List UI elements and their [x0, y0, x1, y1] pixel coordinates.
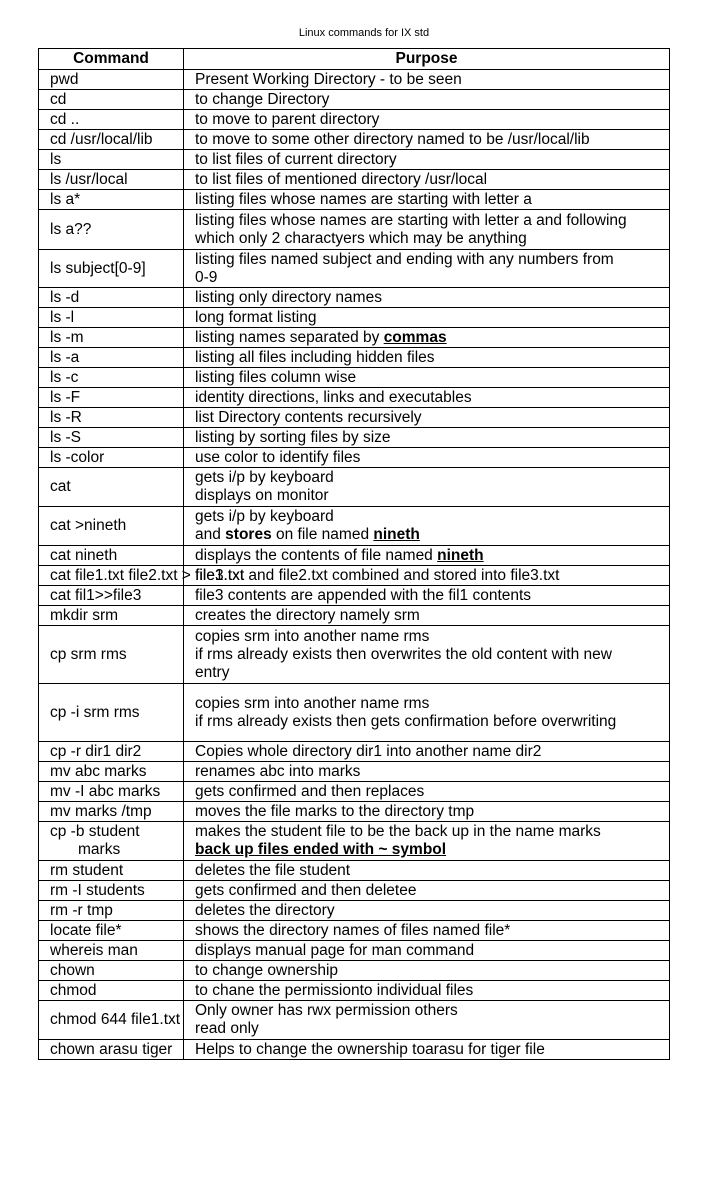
purpose-line [195, 449, 669, 467]
purpose-line [195, 91, 669, 109]
table-header-row [39, 49, 670, 70]
purpose-text: to change ownership [195, 961, 339, 979]
purpose-text: listing by sorting files by size [195, 428, 391, 446]
purpose-cell [184, 110, 670, 130]
command-text: pwd [50, 70, 79, 88]
table-row [39, 606, 670, 626]
purpose-cell [184, 742, 670, 762]
emphasis-underlined-text: nineth [373, 526, 420, 543]
purpose-cell [184, 941, 670, 961]
emphasis-underlined-text: back up files ended with ~ symbol [195, 841, 447, 858]
purpose-text: shows the directory names of files named file* [195, 921, 511, 939]
purpose-line [195, 349, 669, 367]
command-text: cp -i srm rms [50, 703, 140, 721]
table-row [39, 566, 670, 586]
command-cell [39, 507, 184, 546]
purpose-line [195, 695, 669, 713]
purpose-cell [184, 388, 670, 408]
command-cell [39, 921, 184, 941]
purpose-cell [184, 150, 670, 170]
purpose-cell [184, 250, 670, 288]
purpose-cell [184, 130, 670, 150]
purpose-text: listing only directory names [195, 288, 382, 306]
command-text: ls -l [50, 308, 75, 326]
purpose-text: Only owner has rwx permission others [195, 1002, 458, 1019]
table-row [39, 368, 670, 388]
command-cell [39, 606, 184, 626]
command-cell [39, 822, 184, 861]
table-row [39, 742, 670, 762]
command-text: mv abc marks [50, 762, 147, 780]
command-text: mkdir srm [50, 606, 119, 624]
purpose-cell [184, 762, 670, 782]
command-text: ls -d [50, 288, 80, 306]
command-text: whereis man [50, 941, 138, 959]
purpose-text: list Directory contents recursively [195, 408, 422, 426]
command-cell [39, 1001, 184, 1040]
purpose-line [195, 212, 669, 230]
purpose-line [195, 329, 669, 347]
command-text: cp srm rms [50, 645, 127, 663]
purpose-text: if rms already exists then overwrites the old content with new [195, 645, 612, 663]
purpose-line [195, 547, 669, 565]
command-text: chown [50, 961, 95, 979]
table-row [39, 428, 670, 448]
purpose-line [195, 607, 669, 625]
command-text: cat [50, 478, 71, 495]
table-row [39, 1001, 670, 1040]
table-row [39, 684, 670, 742]
purpose-cell [184, 308, 670, 328]
purpose-cell [184, 1040, 670, 1060]
command-cell [39, 408, 184, 428]
command-text: ls /usr/local [50, 170, 128, 188]
command-text: rm -I students [50, 881, 145, 899]
command-text: marks [78, 841, 121, 858]
purpose-cell [184, 961, 670, 981]
command-text: chmod [50, 981, 97, 999]
purpose-text: gets confirmed and then replaces [195, 782, 425, 800]
table-row [39, 448, 670, 468]
purpose-line [195, 783, 669, 801]
purpose-cell [184, 368, 670, 388]
column-header-purpose: Purpose [184, 49, 670, 70]
command-cell [39, 368, 184, 388]
command-cell [39, 981, 184, 1001]
purpose-line [195, 982, 669, 1000]
command-text: ls -c [50, 368, 79, 386]
purpose-line [195, 587, 669, 605]
purpose-line [195, 902, 669, 920]
purpose-line [195, 646, 669, 664]
purpose-text: displays on monitor [195, 487, 329, 504]
purpose-text: listing files whose names are starting with letter a and following [195, 211, 627, 229]
purpose-text: to move to parent directory [195, 110, 380, 128]
purpose-text: and [195, 526, 226, 543]
purpose-cell [184, 170, 670, 190]
purpose-line [195, 429, 669, 447]
command-cell [39, 288, 184, 308]
purpose-line [195, 628, 669, 646]
purpose-cell [184, 328, 670, 348]
purpose-line [195, 1002, 669, 1020]
purpose-line [195, 131, 669, 149]
purpose-text: use color to identify files [195, 448, 361, 466]
table-row [39, 586, 670, 606]
command-cell [39, 586, 184, 606]
table-row [39, 408, 670, 428]
column-header-command: Command [39, 49, 184, 70]
table-row [39, 210, 670, 250]
command-cell [39, 448, 184, 468]
command-text: cd .. [50, 110, 80, 128]
table-row [39, 150, 670, 170]
command-cell [39, 90, 184, 110]
purpose-line [195, 409, 669, 427]
table-row [39, 822, 670, 861]
table-row [39, 70, 670, 90]
purpose-text: file1.txt and file2.txt combined and stored into file3.txt [195, 566, 560, 584]
purpose-cell [184, 210, 670, 250]
purpose-cell [184, 507, 670, 546]
command-text: cp -r dir1 dir2 [50, 742, 142, 760]
purpose-cell [184, 190, 670, 210]
purpose-text: entry [195, 663, 230, 681]
purpose-cell [184, 802, 670, 822]
table-row [39, 1040, 670, 1060]
command-cell [39, 468, 184, 507]
table-row [39, 881, 670, 901]
purpose-text: listing files column wise [195, 368, 357, 386]
command-cell [39, 626, 184, 684]
purpose-text: displays manual page for man command [195, 941, 475, 959]
table-row [39, 546, 670, 566]
command-text: chown arasu tiger [50, 1040, 173, 1058]
purpose-cell [184, 408, 670, 428]
table-row [39, 388, 670, 408]
purpose-line [195, 71, 669, 89]
table-row [39, 762, 670, 782]
table-row [39, 901, 670, 921]
purpose-cell [184, 901, 670, 921]
command-cell [39, 428, 184, 448]
command-text: cat nineth [50, 546, 118, 564]
purpose-text: deletes the file student [195, 861, 351, 879]
table-row [39, 941, 670, 961]
purpose-text: which only 2 charactyers which may be anything [195, 229, 527, 247]
command-cell [39, 762, 184, 782]
purpose-line [195, 487, 669, 505]
purpose-text: creates the directory namely srm [195, 606, 420, 624]
command-text: ls -R [50, 408, 82, 426]
command-text: rm -r tmp [50, 901, 113, 919]
purpose-line [195, 942, 669, 960]
purpose-text: gets i/p by keyboard [195, 508, 334, 525]
command-text: chmod 644 file1.txt [50, 1011, 181, 1028]
table-row [39, 308, 670, 328]
purpose-text: copies srm into another name rms [195, 694, 430, 712]
table-row [39, 90, 670, 110]
command-cell [39, 150, 184, 170]
table-row [39, 190, 670, 210]
command-text: ls subject[0-9] [50, 259, 146, 277]
purpose-text: listing files named subject and ending with any numbers from [195, 250, 614, 268]
table-row [39, 921, 670, 941]
purpose-cell [184, 626, 670, 684]
purpose-line [195, 962, 669, 980]
table-row [39, 110, 670, 130]
table-row [39, 802, 670, 822]
purpose-text: 0-9 [195, 268, 218, 286]
purpose-text: gets confirmed and then deletee [195, 881, 417, 899]
purpose-text: to list files of current directory [195, 150, 397, 168]
purpose-cell [184, 70, 670, 90]
purpose-text: to move to some other directory named to be /usr/local/lib [195, 130, 590, 148]
purpose-text: Helps to change the ownership toarasu for tiger file [195, 1040, 545, 1058]
purpose-line [195, 882, 669, 900]
emphasis-underlined-text: nineth [437, 546, 484, 564]
command-text: ls [50, 150, 62, 168]
purpose-text: moves the file marks to the directory tmp [195, 802, 475, 820]
command-cell [39, 190, 184, 210]
command-cell [39, 782, 184, 802]
purpose-line [195, 862, 669, 880]
purpose-text: listing names separated by [195, 328, 384, 346]
table-row [39, 961, 670, 981]
command-cell [39, 901, 184, 921]
purpose-text: displays the contents of file named [195, 546, 438, 564]
command-cell [39, 941, 184, 961]
emphasis-underlined-text: commas [383, 328, 447, 346]
purpose-line [195, 469, 669, 487]
purpose-text: to list files of mentioned directory /usr/local [195, 170, 488, 188]
page-header: Linux commands for IX std [298, 27, 430, 39]
command-cell [39, 742, 184, 762]
purpose-line [195, 171, 669, 189]
purpose-text: to chane the permissionto individual files [195, 981, 474, 999]
table-row [39, 861, 670, 881]
purpose-text: copies srm into another name rms [195, 627, 430, 645]
purpose-line [195, 251, 669, 269]
table-row [39, 170, 670, 190]
purpose-line [195, 664, 669, 682]
command-cell [39, 110, 184, 130]
purpose-text: deletes the directory [195, 901, 335, 919]
command-cell [39, 130, 184, 150]
purpose-line [195, 289, 669, 307]
purpose-cell [184, 348, 670, 368]
command-cell [39, 546, 184, 566]
purpose-cell [184, 782, 670, 802]
command-cell [39, 802, 184, 822]
purpose-cell [184, 822, 670, 861]
command-text: cd [50, 90, 67, 108]
purpose-text: Copies whole directory dir1 into another name dir2 [195, 742, 542, 760]
purpose-text: file3 contents are appended with the fil1 contents [195, 586, 532, 604]
table-row [39, 348, 670, 368]
purpose-text: on file named [271, 526, 374, 543]
command-cell [39, 388, 184, 408]
table-row [39, 250, 670, 288]
purpose-line [195, 803, 669, 821]
purpose-line [195, 269, 669, 287]
purpose-line [195, 743, 669, 761]
command-text: cat file1.txt file2.txt > file3.txt [50, 566, 245, 584]
purpose-cell [184, 1001, 670, 1040]
command-cell [39, 861, 184, 881]
purpose-line [195, 151, 669, 169]
table-row [39, 468, 670, 507]
purpose-cell [184, 586, 670, 606]
purpose-text: read only [195, 1020, 259, 1037]
purpose-text: identity directions, links and executables [195, 388, 472, 406]
command-text: ls -a [50, 348, 80, 366]
purpose-cell [184, 566, 670, 586]
command-cell [39, 348, 184, 368]
table-row [39, 288, 670, 308]
purpose-cell [184, 288, 670, 308]
command-cell [39, 684, 184, 742]
purpose-text: listing all files including hidden files [195, 348, 435, 366]
command-cell [39, 250, 184, 288]
purpose-line [195, 309, 669, 327]
command-cell [39, 881, 184, 901]
purpose-text: listing files whose names are starting with letter a [195, 190, 532, 208]
command-cell [39, 70, 184, 90]
command-cell [39, 566, 245, 586]
purpose-line [195, 111, 669, 129]
table-row [39, 782, 670, 802]
purpose-cell [184, 684, 670, 742]
command-cell [39, 961, 184, 981]
command-cell [39, 210, 184, 250]
purpose-text: renames abc into marks [195, 762, 361, 780]
purpose-cell [184, 881, 670, 901]
table-row [39, 981, 670, 1001]
purpose-text: to change Directory [195, 90, 330, 108]
purpose-line [195, 922, 669, 940]
purpose-cell [184, 90, 670, 110]
table-row [39, 507, 670, 546]
purpose-text: Present Working Directory - to be seen [195, 70, 462, 88]
purpose-cell [184, 448, 670, 468]
purpose-cell [184, 921, 670, 941]
table-row [39, 626, 670, 684]
purpose-line [195, 841, 669, 859]
purpose-line [195, 389, 669, 407]
command-text: mv marks /tmp [50, 802, 152, 820]
commands-table [38, 48, 670, 1060]
command-text: ls -m [50, 328, 84, 346]
purpose-cell [184, 546, 670, 566]
command-cell [39, 1040, 184, 1060]
purpose-line [195, 369, 669, 387]
purpose-line [195, 230, 669, 248]
command-text: mv -I abc marks [50, 782, 161, 800]
command-text: cp -b student [50, 823, 140, 840]
command-text: cat >nineth [50, 517, 127, 534]
purpose-cell [184, 606, 670, 626]
emphasis-bold-text: stores [225, 526, 272, 543]
purpose-cell [184, 428, 670, 448]
command-text: ls a* [50, 190, 81, 208]
command-text: ls -S [50, 428, 81, 446]
command-text: ls -F [50, 388, 81, 406]
purpose-line [195, 1020, 669, 1038]
purpose-cell [184, 861, 670, 881]
purpose-line [195, 191, 669, 209]
purpose-text: gets i/p by keyboard [195, 469, 334, 486]
purpose-line [195, 567, 669, 585]
purpose-line [195, 823, 669, 841]
purpose-line [195, 713, 669, 731]
command-text: ls -color [50, 448, 105, 466]
purpose-text: long format listing [195, 308, 317, 326]
command-text: locate file* [50, 921, 122, 939]
purpose-line [195, 526, 669, 544]
purpose-text: makes the student file to be the back up in the name marks [195, 823, 601, 840]
purpose-line [195, 1041, 669, 1059]
purpose-line [195, 508, 669, 526]
command-text: cat fil1>>file3 [50, 586, 142, 604]
purpose-cell [184, 981, 670, 1001]
command-text: cd /usr/local/lib [50, 130, 153, 148]
command-cell [39, 170, 184, 190]
purpose-text: if rms already exists then gets confirmation before overwriting [195, 712, 617, 730]
purpose-cell [184, 468, 670, 507]
table-row [39, 130, 670, 150]
command-cell [39, 308, 184, 328]
table-row [39, 328, 670, 348]
command-text: ls a?? [50, 220, 92, 238]
purpose-line [195, 763, 669, 781]
table-body [39, 70, 670, 1060]
command-cell [39, 328, 184, 348]
command-text: rm student [50, 861, 124, 879]
